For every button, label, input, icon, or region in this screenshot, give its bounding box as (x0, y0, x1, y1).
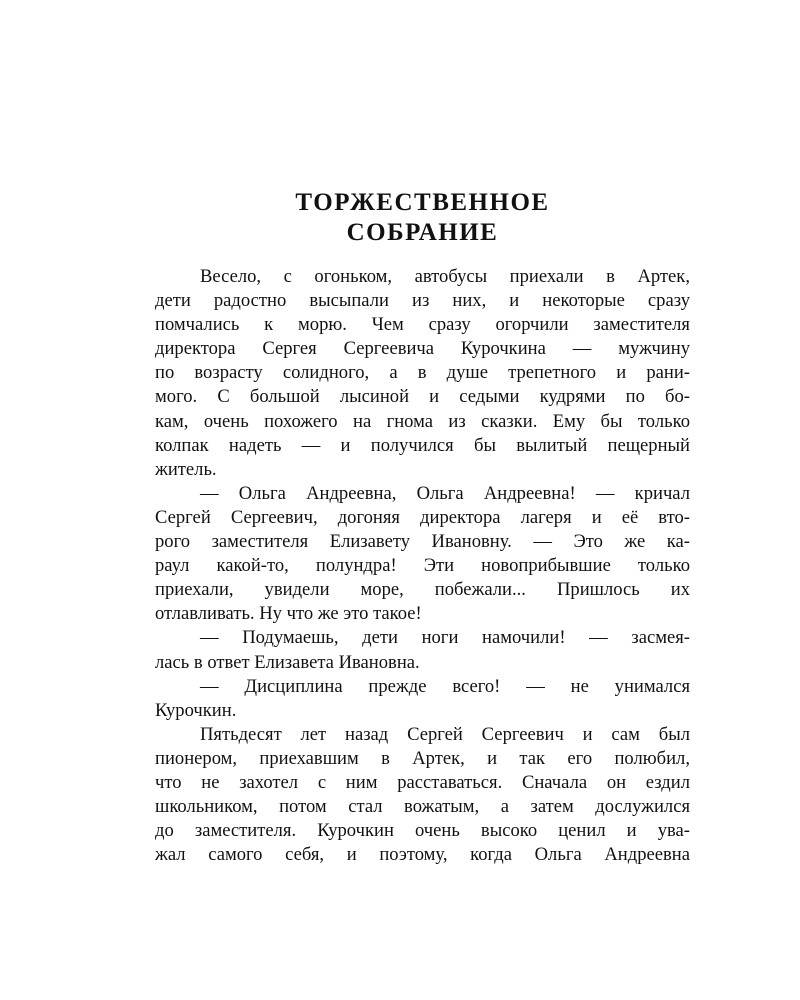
chapter-body (155, 265, 690, 867)
text-line: директора Сергея Сергеевича Курочкина — мужчину (155, 338, 690, 360)
text-line: рого заместителя Елизавету Ивановну. — Это же ка- (155, 531, 690, 553)
text-line: колпак надеть — и получился бы вылитый пещерный (155, 434, 690, 456)
text-line: что не захотел с ним расставаться. Сначала он ездил (155, 771, 690, 793)
text-line: — Ольга Андреевна, Ольга Андреевна! — кричал (200, 482, 690, 504)
text-line: дети радостно высыпали из них, и некоторые сразу (155, 290, 690, 312)
text-line: — Подумаешь, дети ноги намочили! — засмея- (200, 627, 690, 649)
text-line: Курочкин. (155, 699, 237, 721)
text-line: приехали, увидели море, побежали... Пришлось их (155, 579, 690, 601)
text-line: раул какой-то, полундра! Эти новоприбывшие только (155, 555, 690, 577)
text-line: лась в ответ Елизавета Ивановна. (155, 651, 420, 673)
text-line: пионером, приехавшим в Артек, и так его полюбил, (155, 747, 690, 769)
text-line: кам, очень похожего на гнома из сказки. Ему бы только (155, 410, 690, 432)
text-line: школьником, потом стал вожатым, а затем дослужился (155, 796, 690, 818)
text-line: жал самого себя, и поэтому, когда Ольга Андреевна (155, 844, 690, 866)
text-line: Сергей Сергеевич, догоняя директора лагеря и её вто- (155, 506, 690, 528)
text-line: Пятьдесят лет назад Сергей Сергеевич и сам был (200, 723, 690, 745)
text-line: по возрасту солидного, а в душе трепетного и рани- (155, 362, 690, 384)
text-line: — Дисциплина прежде всего! — не унимался (200, 675, 690, 697)
chapter-title (155, 188, 690, 248)
chapter-title-line-1: ТОРЖЕСТВЕННОЕ (295, 189, 550, 216)
text-line: помчались к морю. Чем сразу огорчили заместителя (155, 314, 690, 336)
text-line: Весело, с огоньком, автобусы приехали в Артек, (200, 266, 690, 287)
text-line: до заместителя. Курочкин очень высоко ценил и ува- (155, 820, 690, 842)
chapter-title-line-2: СОБРАНИЕ (346, 219, 499, 246)
text-line: житель. (155, 458, 217, 480)
text-line: мого. С большой лысиной и седыми кудрями по бо- (155, 386, 690, 408)
text-line: отлавливать. Ну что же это такое! (155, 603, 422, 625)
